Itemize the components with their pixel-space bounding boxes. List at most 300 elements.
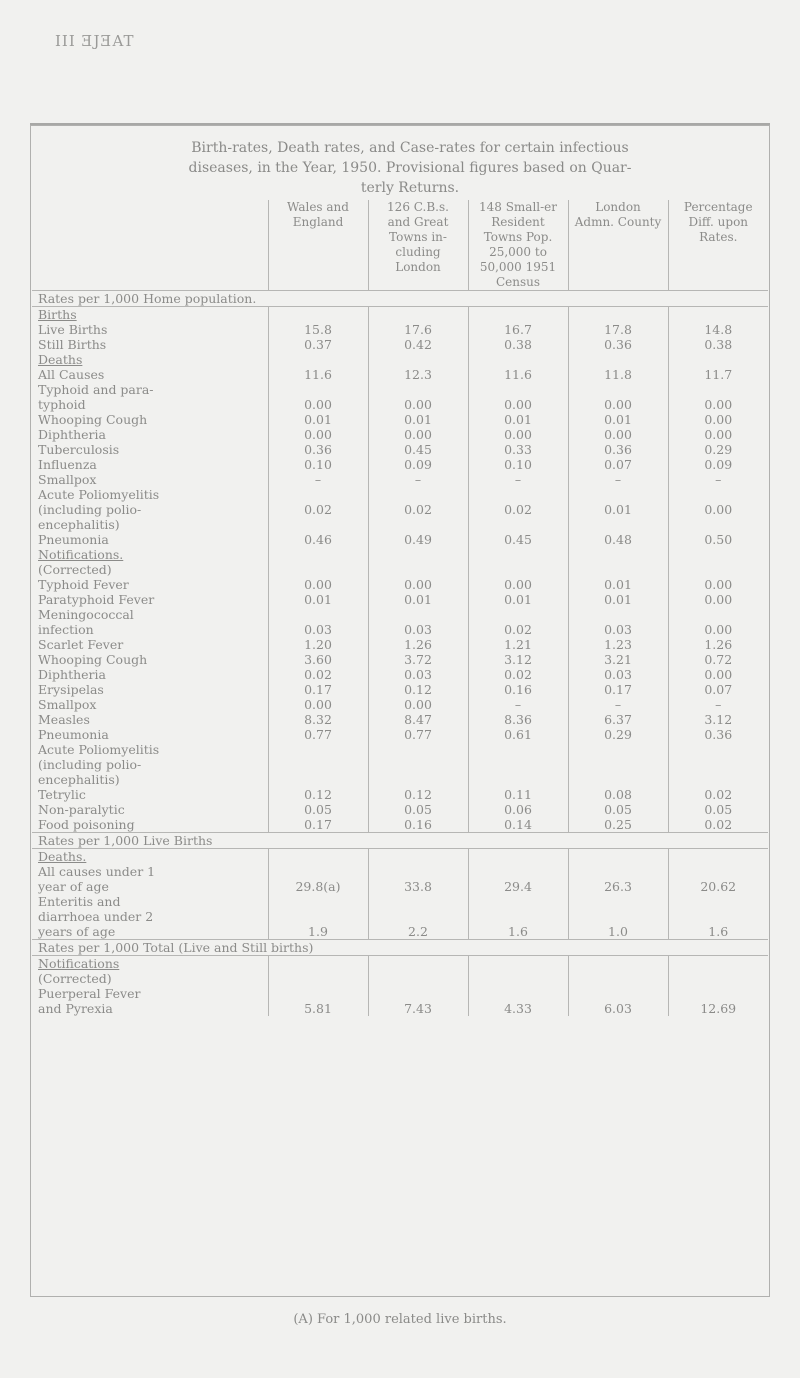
cell-value [468, 352, 568, 367]
table-row [32, 352, 768, 367]
row-label: Smallpox [38, 472, 97, 487]
cell-value: 2.2 [368, 924, 468, 940]
table-row [32, 712, 768, 727]
cell-value [668, 562, 768, 577]
cell-value: 0.12 [368, 787, 468, 802]
cell-value: – [568, 697, 668, 712]
cell-value: 0.12 [268, 787, 368, 802]
table-row [32, 382, 768, 397]
cell-value [668, 864, 768, 879]
cell-value: 0.02 [668, 787, 768, 802]
cell-value [668, 757, 768, 772]
cell-value: 0.02 [268, 502, 368, 517]
table-row [32, 652, 768, 667]
table-row [32, 849, 768, 865]
cell-value [668, 307, 768, 323]
cell-value [568, 757, 668, 772]
cell-value [668, 742, 768, 757]
cell-value [468, 909, 568, 924]
cell-value [468, 382, 568, 397]
cell-value: 0.06 [468, 802, 568, 817]
cell-value: 1.26 [668, 637, 768, 652]
cell-value: 0.36 [268, 442, 368, 457]
cell-value [368, 517, 468, 532]
cell-value [468, 971, 568, 986]
cell-value [668, 382, 768, 397]
cell-value: 14.8 [668, 322, 768, 337]
cell-value [468, 742, 568, 757]
cell-value: 0.00 [668, 502, 768, 517]
cell-value: 4.33 [468, 1001, 568, 1016]
cell-value: 1.6 [668, 924, 768, 940]
cell-value [668, 894, 768, 909]
row-label: Typhoid Fever [38, 577, 129, 592]
table-row [32, 986, 768, 1001]
cell-value: 0.07 [668, 682, 768, 697]
cell-value: 11.8 [568, 367, 668, 382]
table-row [32, 412, 768, 427]
row-label: All causes under 1 [38, 864, 156, 879]
table-row [32, 502, 768, 517]
table-row [32, 742, 768, 757]
cell-value: 0.01 [568, 577, 668, 592]
cell-value [468, 894, 568, 909]
cell-value: – [268, 472, 368, 487]
cell-value: 0.00 [668, 622, 768, 637]
table-row [32, 1001, 768, 1016]
cell-value [268, 986, 368, 1001]
table-row [32, 622, 768, 637]
row-label: Influenza [38, 457, 97, 472]
cell-value [268, 971, 368, 986]
cell-value: 0.25 [568, 817, 668, 833]
cell-value: 0.17 [568, 682, 668, 697]
cell-value: 0.77 [368, 727, 468, 742]
cell-value: 33.8 [368, 879, 468, 894]
cell-value [468, 864, 568, 879]
cell-value [468, 607, 568, 622]
table-row [32, 442, 768, 457]
cell-value [668, 909, 768, 924]
cell-value: 3.60 [268, 652, 368, 667]
cell-value: 0.01 [368, 412, 468, 427]
cell-value: 6.37 [568, 712, 668, 727]
cell-value: 0.42 [368, 337, 468, 352]
cell-value: 0.72 [668, 652, 768, 667]
cell-value [368, 487, 468, 502]
cell-value: 5.81 [268, 1001, 368, 1016]
cell-value: 0.00 [668, 592, 768, 607]
cell-value [268, 742, 368, 757]
table-number-header: III ƎJƎAT [55, 32, 135, 50]
cell-value: 26.3 [568, 879, 668, 894]
cell-value [268, 562, 368, 577]
cell-value: 1.20 [268, 637, 368, 652]
cell-value: 0.00 [568, 427, 668, 442]
cell-value: 0.01 [568, 412, 668, 427]
band-row [32, 291, 768, 307]
table-row [32, 802, 768, 817]
table-row [32, 667, 768, 682]
table-row [32, 787, 768, 802]
cell-value: 16.7 [468, 322, 568, 337]
table-row [32, 337, 768, 352]
cell-value [668, 607, 768, 622]
cell-value: 12.69 [668, 1001, 768, 1016]
cell-value: 0.01 [268, 412, 368, 427]
cell-value [368, 562, 468, 577]
cell-value [668, 352, 768, 367]
table-row [32, 817, 768, 833]
column-header [32, 200, 268, 291]
cell-value: 0.05 [368, 802, 468, 817]
table-row [32, 517, 768, 532]
cell-value: – [368, 472, 468, 487]
cell-value [468, 956, 568, 972]
cell-value: 0.37 [268, 337, 368, 352]
cell-value: 12.3 [368, 367, 468, 382]
cell-value [568, 547, 668, 562]
cell-value: 0.01 [468, 412, 568, 427]
cell-value: 0.03 [268, 622, 368, 637]
column-header: London Admn. County [568, 200, 668, 291]
cell-value: 0.00 [368, 427, 468, 442]
column-header: 126 C.B.s. and Great Towns in-cluding London [368, 200, 468, 291]
table-row [32, 971, 768, 986]
cell-value [468, 487, 568, 502]
cell-value: 0.00 [468, 577, 568, 592]
cell-value: 0.17 [268, 682, 368, 697]
cell-value [368, 547, 468, 562]
cell-value [568, 971, 668, 986]
cell-value: 0.07 [568, 457, 668, 472]
column-header-row [32, 200, 768, 291]
table-row [32, 547, 768, 562]
row-label: Meningococcal [38, 607, 134, 622]
cell-value: 0.00 [668, 577, 768, 592]
row-label: Deaths [38, 352, 83, 367]
table-row [32, 772, 768, 787]
cell-value [568, 307, 668, 323]
cell-value: 3.12 [668, 712, 768, 727]
cell-value: 0.61 [468, 727, 568, 742]
cell-value: 17.8 [568, 322, 668, 337]
cell-value: 29.8(a) [268, 879, 368, 894]
row-label: Births [38, 307, 77, 322]
cell-value: 11.6 [268, 367, 368, 382]
table-row [32, 637, 768, 652]
row-label: Food poisoning [38, 817, 135, 832]
cell-value: 0.00 [668, 667, 768, 682]
cell-value [568, 742, 668, 757]
row-label: (Corrected) [38, 562, 112, 577]
cell-value [668, 986, 768, 1001]
cell-value [568, 772, 668, 787]
column-header: Wales and England [268, 200, 368, 291]
row-label: Notifications. [38, 547, 124, 562]
cell-value: 11.6 [468, 367, 568, 382]
cell-value: 0.00 [568, 397, 668, 412]
row-label: Tetrylic [38, 787, 86, 802]
row-label: Diphtheria [38, 427, 106, 442]
cell-value: 0.05 [568, 802, 668, 817]
cell-value: 0.03 [368, 622, 468, 637]
cell-value [568, 956, 668, 972]
row-label: Tuberculosis [38, 442, 120, 457]
cell-value [368, 864, 468, 879]
cell-value [468, 547, 568, 562]
cell-value [568, 894, 668, 909]
cell-value [568, 562, 668, 577]
cell-value: 15.8 [268, 322, 368, 337]
cell-value: 0.10 [468, 457, 568, 472]
cell-value: 0.09 [368, 457, 468, 472]
cell-value [268, 956, 368, 972]
statistics-table [32, 200, 768, 1016]
cell-value [268, 849, 368, 865]
row-label: Enteritis and [38, 894, 121, 909]
cell-value [568, 864, 668, 879]
cell-value [268, 607, 368, 622]
row-label: Measles [38, 712, 90, 727]
cell-value [668, 772, 768, 787]
cell-value [568, 909, 668, 924]
cell-value [368, 909, 468, 924]
cell-value [368, 382, 468, 397]
cell-value [268, 307, 368, 323]
cell-value [268, 352, 368, 367]
cell-value [468, 517, 568, 532]
row-label: Scarlet Fever [38, 637, 124, 652]
table-row [32, 427, 768, 442]
cell-value: 0.36 [668, 727, 768, 742]
table-row [32, 562, 768, 577]
table-row [32, 894, 768, 909]
cell-value: 0.02 [268, 667, 368, 682]
table-row [32, 757, 768, 772]
row-label: Live Births [38, 322, 108, 337]
cell-value [568, 986, 668, 1001]
cell-value [368, 742, 468, 757]
cell-value [368, 757, 468, 772]
table-row [32, 472, 768, 487]
cell-value: 0.12 [368, 682, 468, 697]
cell-value: 0.03 [568, 667, 668, 682]
cell-value: 0.01 [468, 592, 568, 607]
row-label: Smallpox [38, 697, 97, 712]
cell-value: 0.50 [668, 532, 768, 547]
cell-value: 0.36 [568, 442, 668, 457]
cell-value: 3.21 [568, 652, 668, 667]
cell-value: 1.21 [468, 637, 568, 652]
cell-value [568, 607, 668, 622]
cell-value [268, 547, 368, 562]
cell-value [668, 849, 768, 865]
cell-value: 3.12 [468, 652, 568, 667]
cell-value: 0.05 [668, 802, 768, 817]
table-row [32, 532, 768, 547]
row-label: encephalitis) [38, 517, 120, 532]
row-label: Acute Poliomyelitis [38, 742, 160, 757]
cell-value: 0.45 [368, 442, 468, 457]
cell-value: 0.09 [668, 457, 768, 472]
cell-value: 3.72 [368, 652, 468, 667]
cell-value: 8.36 [468, 712, 568, 727]
table-row [32, 307, 768, 323]
cell-value [368, 956, 468, 972]
cell-value [668, 956, 768, 972]
cell-value [468, 772, 568, 787]
cell-value: 0.14 [468, 817, 568, 833]
cell-value: 0.05 [268, 802, 368, 817]
cell-value: 1.26 [368, 637, 468, 652]
cell-value [568, 382, 668, 397]
cell-value: 0.33 [468, 442, 568, 457]
cell-value: 0.46 [268, 532, 368, 547]
cell-value: 1.6 [468, 924, 568, 940]
row-label: (Corrected) [38, 971, 112, 986]
table-row [32, 697, 768, 712]
cell-value: 0.02 [468, 667, 568, 682]
caption-line-2: diseases, in the Year, 1950. Provisional figures based on Quar- [188, 160, 632, 176]
table-row [32, 956, 768, 972]
cell-value: 0.29 [568, 727, 668, 742]
cell-value: 0.45 [468, 532, 568, 547]
table-row [32, 879, 768, 894]
cell-value: 0.00 [268, 397, 368, 412]
table-row [32, 367, 768, 382]
footer-caption: (A) For 1,000 related live births. [293, 1312, 507, 1327]
table-row [32, 457, 768, 472]
cell-value: 20.62 [668, 879, 768, 894]
column-header: 148 Small-er Resident Towns Pop. 25,000 to 50,000 1951 Census [468, 200, 568, 291]
cell-value: 0.00 [368, 697, 468, 712]
column-header: Percentage Diff. upon Rates. [668, 200, 768, 291]
row-label: years of age [38, 924, 116, 939]
cell-value: 0.00 [368, 397, 468, 412]
cell-value: 0.00 [268, 427, 368, 442]
cell-value [268, 487, 368, 502]
cell-value: 0.00 [368, 577, 468, 592]
cell-value [368, 772, 468, 787]
cell-value [368, 607, 468, 622]
cell-value: 0.03 [568, 622, 668, 637]
cell-value: 0.01 [568, 592, 668, 607]
cell-value: 0.00 [668, 412, 768, 427]
cell-value: 0.00 [468, 427, 568, 442]
cell-value: 0.02 [668, 817, 768, 833]
cell-value: 0.49 [368, 532, 468, 547]
cell-value: 29.4 [468, 879, 568, 894]
cell-value [268, 909, 368, 924]
row-label: diarrhoea under 2 [38, 909, 154, 924]
cell-value: 0.16 [368, 817, 468, 833]
row-label: Puerperal Fever [38, 986, 141, 1001]
cell-value: 0.38 [668, 337, 768, 352]
cell-value [668, 487, 768, 502]
band-label: Rates per 1,000 Home population. [32, 291, 768, 307]
row-label: Pneumonia [38, 727, 109, 742]
cell-value: 0.36 [568, 337, 668, 352]
cell-value [268, 772, 368, 787]
cell-value: – [668, 472, 768, 487]
cell-value [468, 986, 568, 1001]
table-row [32, 727, 768, 742]
row-label: Typhoid and para- [38, 382, 154, 397]
cell-value [268, 517, 368, 532]
cell-value: 0.02 [468, 622, 568, 637]
cell-value: 8.32 [268, 712, 368, 727]
cell-value: 1.0 [568, 924, 668, 940]
cell-value [568, 517, 668, 532]
table-row [32, 864, 768, 879]
row-label: year of age [38, 879, 109, 894]
cell-value: 0.02 [468, 502, 568, 517]
cell-value: 0.00 [668, 397, 768, 412]
row-label: Pneumonia [38, 532, 109, 547]
cell-value [668, 517, 768, 532]
table-row [32, 682, 768, 697]
row-label: and Pyrexia [38, 1001, 113, 1016]
table-row [32, 322, 768, 337]
cell-value [268, 382, 368, 397]
caption-line-1: Birth-rates, Death rates, and Case-rates for certain infectious [191, 140, 629, 156]
table-row [32, 924, 768, 940]
table-row [32, 577, 768, 592]
table-row [32, 397, 768, 412]
cell-value [268, 757, 368, 772]
cell-value [468, 307, 568, 323]
cell-value: 0.01 [368, 592, 468, 607]
cell-value: 0.00 [268, 697, 368, 712]
cell-value: 0.00 [268, 577, 368, 592]
row-label: Paratyphoid Fever [38, 592, 155, 607]
caption-line-3: terly Returns. [360, 180, 460, 196]
row-label: Diphtheria [38, 667, 106, 682]
cell-value [368, 894, 468, 909]
cell-value: 1.9 [268, 924, 368, 940]
row-label: Non-paralytic [38, 802, 125, 817]
table-row [32, 909, 768, 924]
cell-value [368, 307, 468, 323]
cell-value [368, 849, 468, 865]
table-row [32, 487, 768, 502]
cell-value [368, 352, 468, 367]
cell-value: 0.29 [668, 442, 768, 457]
row-label: (including polio- [38, 502, 142, 517]
cell-value [468, 757, 568, 772]
cell-value: 0.01 [268, 592, 368, 607]
row-label: Deaths. [38, 849, 87, 864]
cell-value: 0.48 [568, 532, 668, 547]
table-row [32, 607, 768, 622]
cell-value: – [468, 697, 568, 712]
cell-value: 0.08 [568, 787, 668, 802]
cell-value: 0.17 [268, 817, 368, 833]
cell-value: – [668, 697, 768, 712]
cell-value: 0.10 [268, 457, 368, 472]
row-label: Erysipelas [38, 682, 104, 697]
cell-value [468, 562, 568, 577]
row-label: Notifications [38, 956, 120, 971]
row-label: Whooping Cough [38, 652, 148, 667]
cell-value: 11.7 [668, 367, 768, 382]
cell-value [668, 547, 768, 562]
band-row [32, 940, 768, 956]
cell-value: 0.03 [368, 667, 468, 682]
cell-value: 17.6 [368, 322, 468, 337]
row-label: (including polio- [38, 757, 142, 772]
